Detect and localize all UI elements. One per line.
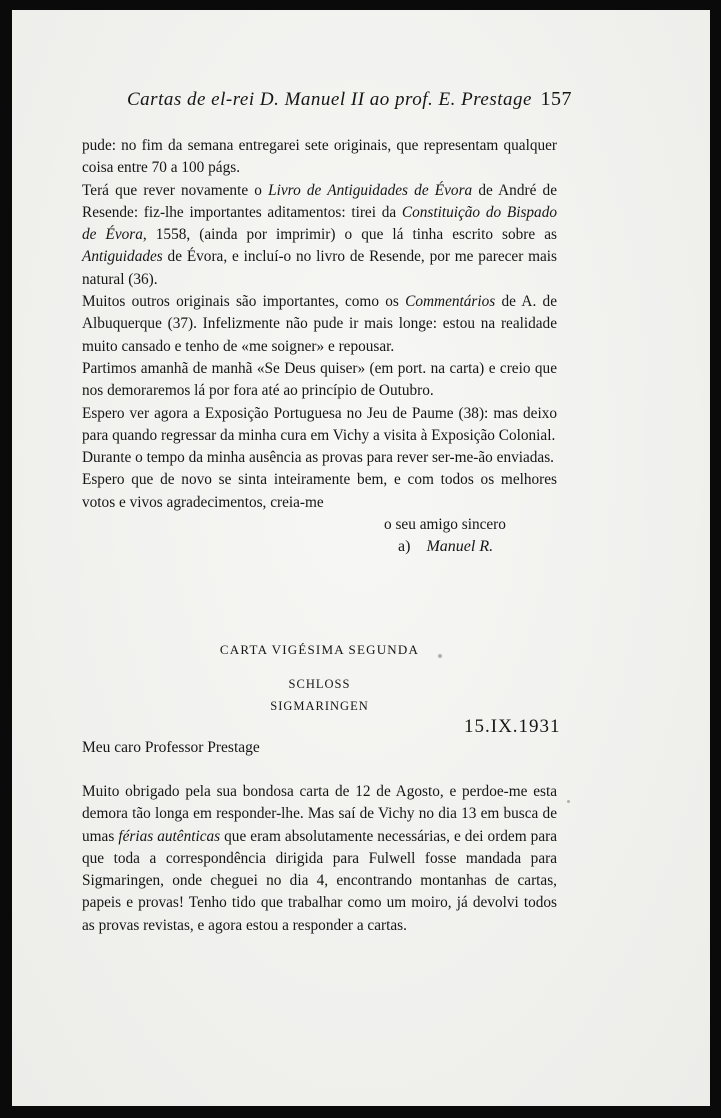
book-page xyxy=(12,10,710,1106)
paper-speck xyxy=(438,654,442,658)
address-line: SIGMARINGEN xyxy=(270,699,369,713)
letter-date: 15.IX.1931 xyxy=(464,716,561,737)
letter-address xyxy=(82,673,557,717)
paragraph xyxy=(82,781,557,937)
running-header xyxy=(127,88,572,111)
text-run: de Évora, e incluí-o no livro de Resende, por me parecer mais natural (36). xyxy=(82,248,557,288)
text-run: que eram absolutamente necessárias, e dei ordem para que toda a correspondência dirigida para Fulwell fosse mandada para Sigmaringen, onde cheguei no dia 4, encontrando montanhas de cartas, papeis e provas! Tenho tido que trabalhar como um moiro, já devolvi todos as provas revistas, e agora estou a responder a cartas. xyxy=(82,827,557,934)
text-run: Muito obrigado pela sua bondosa carta de 12 de Agosto, e perdoe-me esta demora tão longa em responder-lhe. Mas saí de Vichy no dia 13 em busca de umas xyxy=(82,783,557,845)
paragraph xyxy=(82,180,557,291)
paragraph: Partimos amanhã de manhã «Se Deus quiser» (em port. na carta) e creio que nos demoraremos lá por fora até ao princípio de Outubro. xyxy=(82,359,557,400)
text-run: Muitos outros originais são importantes, como os xyxy=(82,293,406,311)
address-line: SCHLOSS xyxy=(288,677,351,691)
signature xyxy=(82,536,557,558)
italic-title: Commentários xyxy=(405,293,496,311)
closing-line: o seu amigo sincero xyxy=(384,516,506,534)
italic-phrase: férias autênticas xyxy=(118,827,221,845)
letter-title: CARTA VIGÉSIMA SEGUNDA xyxy=(219,642,420,657)
italic-title: Constituição do Bispado de Évora xyxy=(82,203,557,244)
text-run: , 1558, (ainda por imprimir) o que lá tinha escrito sobre as xyxy=(142,226,557,244)
page-number: 157 xyxy=(540,88,572,110)
italic-title: Livro de Antiguidades de Évora xyxy=(268,181,473,199)
paragraph: Durante o tempo da minha ausência as provas para rever ser-me-ão enviadas. xyxy=(82,449,554,467)
letter-continuation xyxy=(82,135,557,559)
signature-name: Manuel R. xyxy=(426,538,494,556)
paragraph: Espero ver agora a Exposição Portuguesa no Jeu de Paume (38): mas deixo para quando regressar da minha cura em Vichy a visita à Exposição Colonial. xyxy=(82,404,557,444)
text-run: de André de Resende: fiz-lhe importantes aditamentos: tirei da xyxy=(82,181,557,221)
signature-prefix: a) xyxy=(398,538,411,556)
paper-speck xyxy=(567,800,570,803)
italic-title: Antiguidades xyxy=(82,248,163,266)
paragraph: pude: no fim da semana entregarei sete originais, que representam qualquer coisa entre 70 a 100 págs. xyxy=(82,137,557,177)
running-title: Cartas de el-rei D. Manuel II ao prof. E. Prestage xyxy=(127,89,532,110)
text-run: Terá que rever novamente o xyxy=(82,181,269,199)
paragraph xyxy=(82,291,557,358)
paragraph: Espero que de novo se sinta inteiramente bem, e com todos os melhores votos e vivos agradecimentos, creia-me xyxy=(82,471,557,511)
text-run: de A. de Albuquerque (37). Infelizmente não pude ir mais longe: estou na realidade muito cansado e tenho de «me soigner» e repousar. xyxy=(82,293,557,355)
letter-body xyxy=(82,781,557,937)
salutation: Meu caro Professor Prestage xyxy=(82,739,260,756)
